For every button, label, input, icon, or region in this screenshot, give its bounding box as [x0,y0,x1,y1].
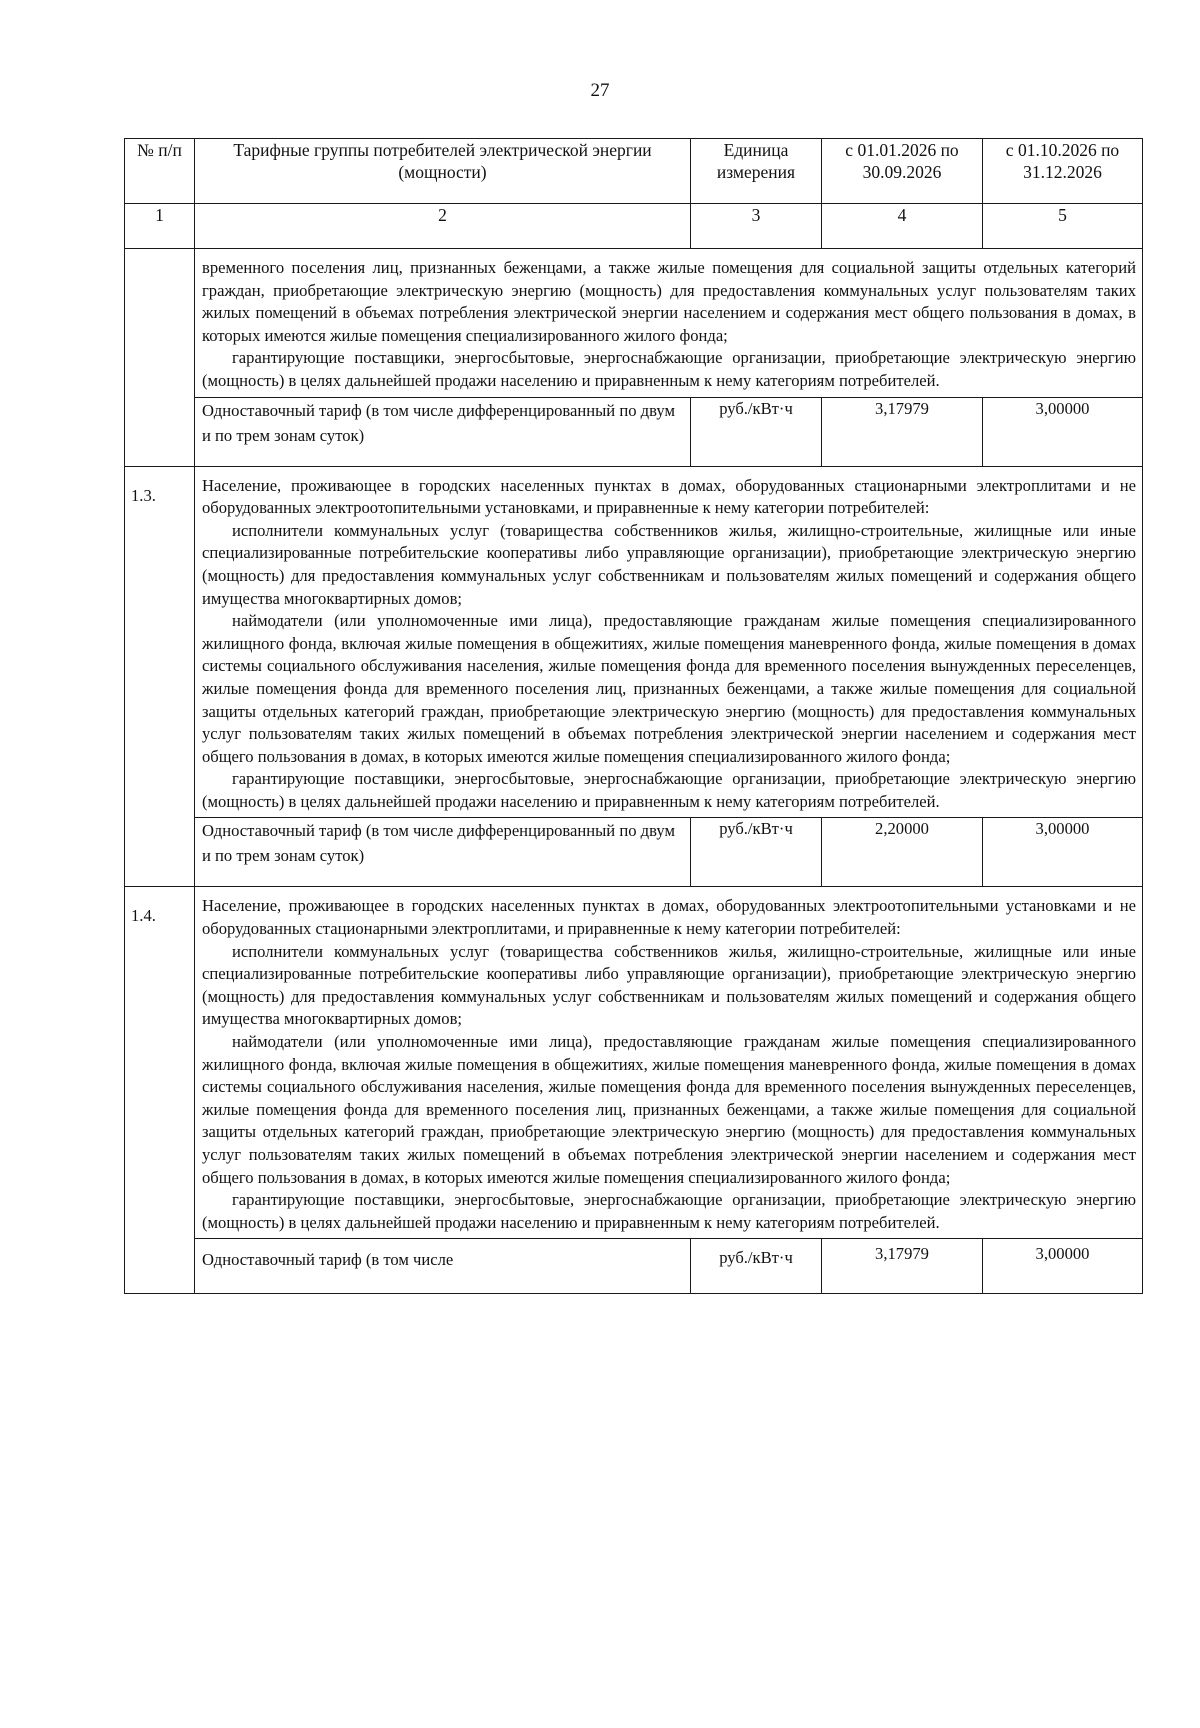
tariff-name: Одноставочный тариф (в том числе дифференцированный по двум и по трем зонам суток) [195,397,691,466]
column-number: 2 [195,204,691,249]
column-number: 4 [822,204,983,249]
section-paragraph: гарантирующие поставщики, энергосбытовые, энергоснабжающие организации, приобретающие электрическую энергию (мощность) в целях дальнейшей продажи населению и приравненным к нему категориям потребителей. [202,1190,1136,1232]
column-number: 5 [983,204,1143,249]
tariff-value-period-1: 2,20000 [822,818,983,887]
section-paragraph: временного поселения лиц, признанных беженцами, а также жилые помещения для социальной защиты отдельных категорий граждан, приобретающие электрическую энергию (мощность) для предоставления коммунальных услуг пользователям таких жилых помещений в объемах потребления электрической энергии населением и содержания мест общего пользования в домах, в которых имеются жилые помещения специализированного жилого фонда; [202,258,1136,345]
section-description-row [125,466,1143,818]
tariff-unit: руб./кВт·ч [691,397,822,466]
tariff-row [125,818,1143,887]
tariff-name: Одноставочный тариф (в том числе дифференцированный по двум и по трем зонам суток) [195,818,691,887]
section-index: 1.3. [125,466,195,887]
column-number: 3 [691,204,822,249]
table-header-row [125,139,1143,204]
section-index [125,249,195,467]
tariff-value-period-1: 3,17979 [822,397,983,466]
tariff-unit: руб./кВт·ч [691,818,822,887]
tariff-value-period-2: 3,00000 [983,397,1143,466]
tariff-value-period-2: 3,00000 [983,1239,1143,1294]
header-unit: Единица измерения [691,139,822,204]
header-period-2: с 01.10.2026 по 31.12.2026 [983,139,1143,204]
section-description-row [125,249,1143,398]
section-paragraph: гарантирующие поставщики, энергосбытовые, энергоснабжающие организации, приобретающие электрическую энергию (мощность) в целях дальнейшей продажи населению и приравненным к нему категориям потребителей. [202,348,1136,390]
tariff-row [125,397,1143,466]
tariff-unit: руб./кВт·ч [691,1239,822,1294]
header-number: № п/п [125,139,195,204]
section-paragraph: Население, проживающее в городских населенных пунктах в домах, оборудованных электроотопительными установками и не оборудованных стационарными электроплитами, и приравненные к нему категории потребителей: [202,896,1136,939]
section-paragraph: Население, проживающее в городских населенных пунктах в домах, оборудованных стационарными электроплитами и не оборудованных электроотопительными установками, и приравненные к нему категории потребителей: [202,475,1136,518]
page-number: 27 [590,80,610,101]
section-paragraph: гарантирующие поставщики, энергосбытовые, энергоснабжающие организации, приобретающие электрическую энергию (мощность) в целях дальнейшей продажи населению и приравненным к нему категориям потребителей. [202,769,1136,811]
tariff-row [125,1239,1143,1294]
section-paragraph: наймодатели (или уполномоченные ими лица), предоставляющие гражданам жилые помещения специализированного жилищного фонда, включая жилые помещения в общежитиях, жилые помещения маневренного фонда, жилые помещения в домах системы социального обслуживания населения, жилые помещения фонда для временного поселения вынужденных переселенцев, жилые помещения фонда для временного поселения лиц, признанных беженцами, а также жилые помещения для социальной защиты отдельных категорий граждан, приобретающие электрическую энергию (мощность) для предоставления коммунальных услуг пользователям таких жилых помещений в объемах потребления электрической энергии населением и содержания мест общего пользования в домах, в которых имеются жилые помещения специализированного жилого фонда; [202,1032,1136,1187]
section-description-row [125,887,1143,1239]
column-number: 1 [125,204,195,249]
header-period-1: с 01.01.2026 по 30.09.2026 [822,139,983,204]
section-index: 1.4. [125,887,195,1294]
section-description [195,249,1143,398]
tariff-value-period-2: 3,00000 [983,818,1143,887]
section-description [195,887,1143,1239]
column-numbers-row [125,204,1143,249]
tariff-name: Одноставочный тариф (в том числе [195,1239,691,1294]
section-paragraph: исполнители коммунальных услуг (товарищества собственников жилья, жилищно-строительные, жилищные или иные специализированные потребительские кооперативы либо управляющие организации), приобретающие электрическую энергию (мощность) для предоставления коммунальных услуг собственникам и пользователям жилых помещений и содержания общего имущества многоквартирных домов; [202,520,1136,608]
tariff-value-period-1: 3,17979 [822,1239,983,1294]
header-tariff-groups: Тарифные группы потребителей электрической энергии (мощности) [195,139,691,204]
section-description [195,466,1143,818]
section-paragraph: наймодатели (или уполномоченные ими лица), предоставляющие гражданам жилые помещения специализированного жилищного фонда, включая жилые помещения в общежитиях, жилые помещения маневренного фонда, жилые помещения в домах системы социального обслуживания населения, жилые помещения фонда для временного поселения вынужденных переселенцев, жилые помещения фонда для временного поселения лиц, признанных беженцами, а также жилые помещения для социальной защиты отдельных категорий граждан, приобретающие электрическую энергию (мощность) для предоставления коммунальных услуг пользователям таких жилых помещений в объемах потребления электрической энергии населением и содержания мест общего пользования в домах, в которых имеются жилые помещения специализированного жилого фонда; [202,611,1136,766]
tariff-table [124,138,1143,1294]
section-paragraph: исполнители коммунальных услуг (товарищества собственников жилья, жилищно-строительные, жилищные или иные специализированные потребительские кооперативы либо управляющие организации), приобретающие электрическую энергию (мощность) для предоставления коммунальных услуг собственникам и пользователям жилых помещений и содержания общего имущества многоквартирных домов; [202,941,1136,1029]
